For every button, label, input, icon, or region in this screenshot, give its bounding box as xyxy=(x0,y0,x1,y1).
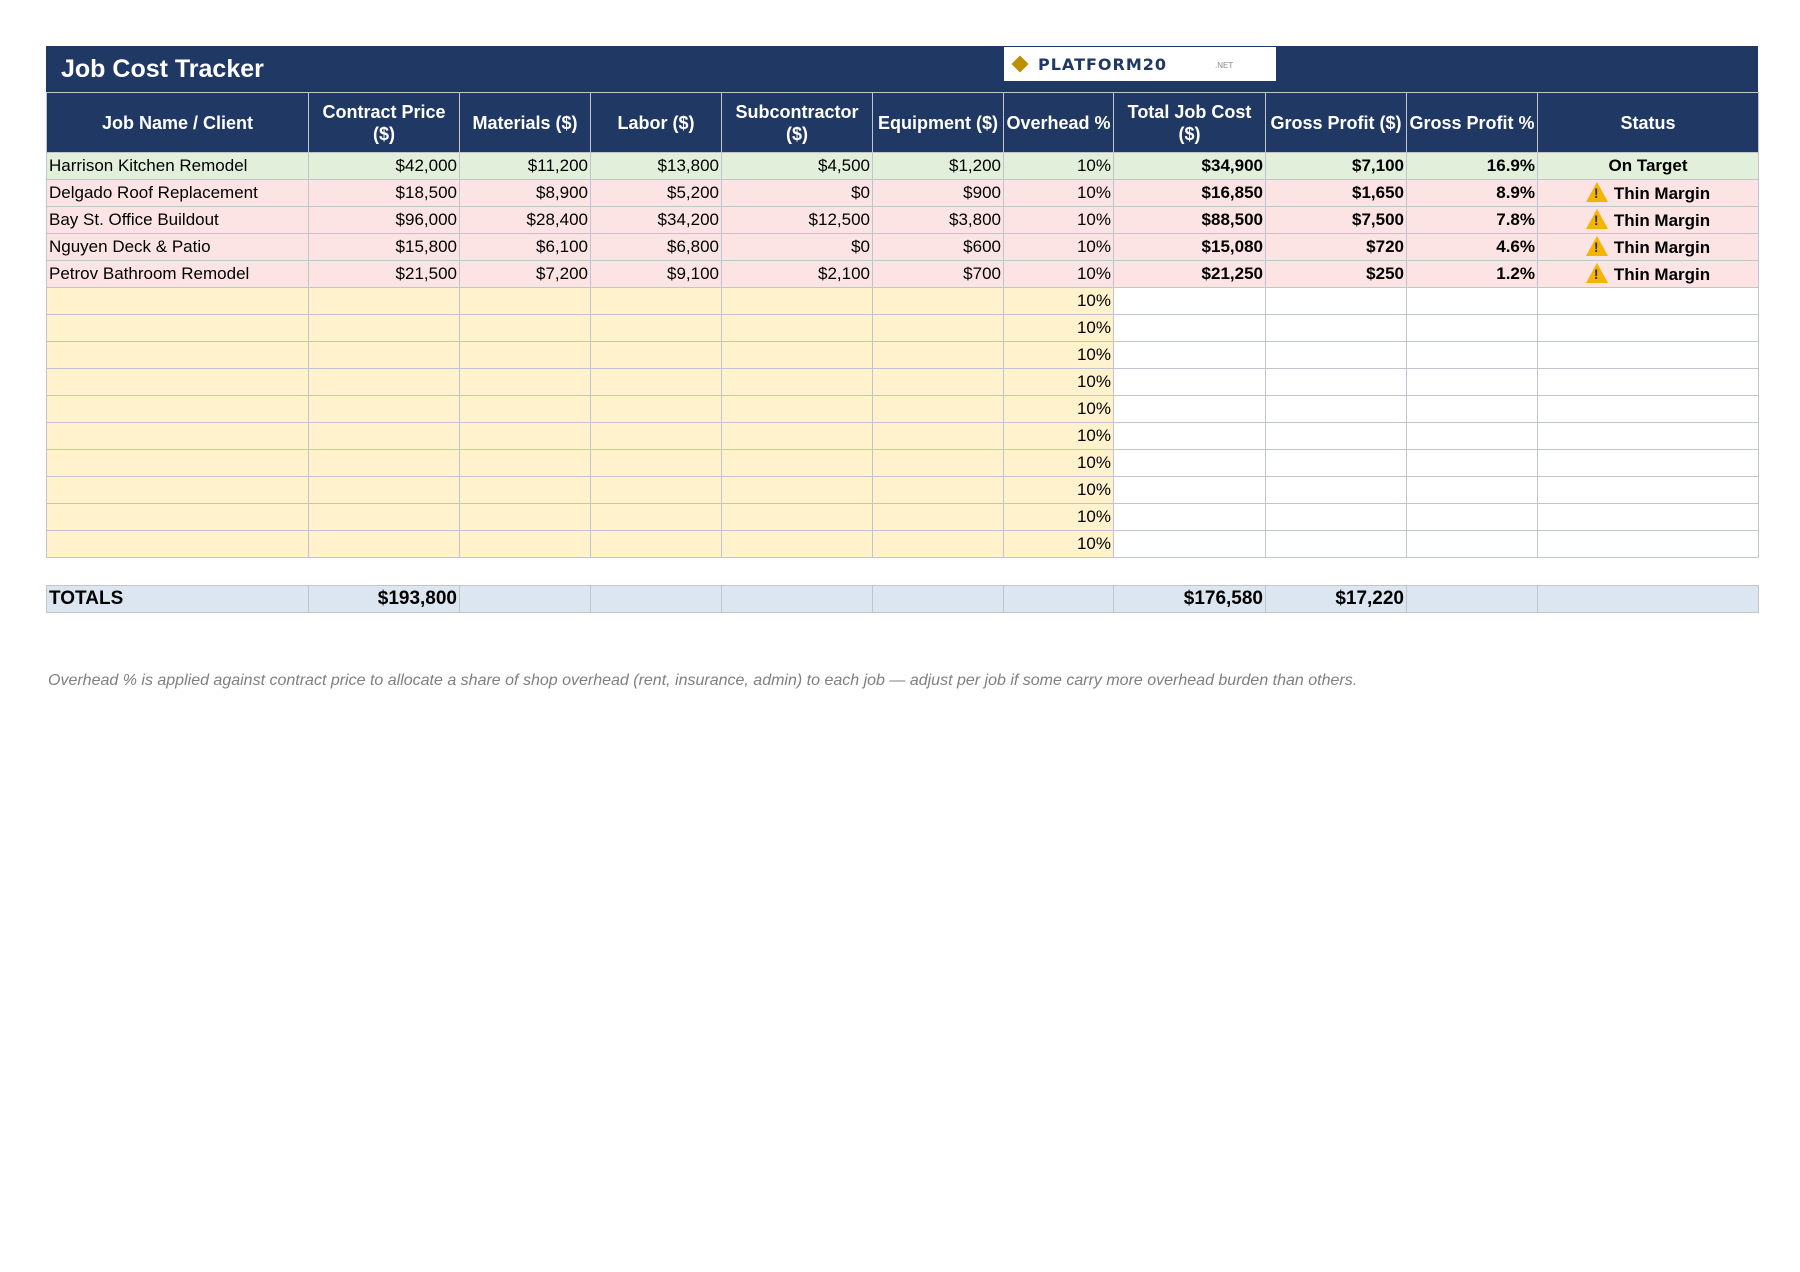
cell-overhead[interactable]: 10% xyxy=(1004,288,1114,315)
totals-row xyxy=(47,586,1759,613)
cell[interactable] xyxy=(460,450,591,477)
cell[interactable] xyxy=(1266,342,1407,369)
cell[interactable] xyxy=(873,315,1004,342)
totals-contract[interactable]: $193,800 xyxy=(309,586,460,613)
column-header[interactable]: Job Name / Client xyxy=(47,93,309,153)
title-bar xyxy=(46,46,1758,92)
cell-sub[interactable]: $12,500 xyxy=(722,207,873,234)
cell[interactable] xyxy=(722,423,873,450)
cell-materials[interactable]: $11,200 xyxy=(460,153,591,180)
column-header[interactable]: Materials ($) xyxy=(460,93,591,153)
table-row xyxy=(47,180,1759,207)
cell[interactable] xyxy=(47,477,309,504)
cell[interactable] xyxy=(1407,586,1538,613)
cell[interactable] xyxy=(591,504,722,531)
cell-labor[interactable]: $6,800 xyxy=(591,234,722,261)
cell[interactable] xyxy=(591,342,722,369)
cell-gp_pct[interactable]: 4.6% xyxy=(1407,234,1538,261)
cell-sub[interactable]: $0 xyxy=(722,180,873,207)
column-header[interactable]: Total Job Cost ($) xyxy=(1114,93,1266,153)
cell[interactable] xyxy=(591,423,722,450)
cell-materials[interactable]: $8,900 xyxy=(460,180,591,207)
cell[interactable] xyxy=(460,504,591,531)
cell[interactable] xyxy=(47,423,309,450)
warning-icon xyxy=(1586,236,1608,256)
cell-overhead[interactable]: 10% xyxy=(1004,180,1114,207)
cell-materials[interactable]: $6,100 xyxy=(460,234,591,261)
cell-overhead[interactable]: 10% xyxy=(1004,396,1114,423)
cell[interactable] xyxy=(1538,396,1759,423)
cell[interactable] xyxy=(47,288,309,315)
cell-gp_pct[interactable]: 7.8% xyxy=(1407,207,1538,234)
cell-materials[interactable]: $28,400 xyxy=(460,207,591,234)
cell[interactable] xyxy=(1114,423,1266,450)
cell-overhead[interactable]: 10% xyxy=(1004,342,1114,369)
cell[interactable] xyxy=(1538,288,1759,315)
cell[interactable] xyxy=(309,369,460,396)
cell[interactable] xyxy=(1266,315,1407,342)
cell[interactable] xyxy=(722,531,873,558)
header-row xyxy=(47,93,1759,153)
empty-row xyxy=(47,288,1759,315)
table-row xyxy=(47,153,1759,180)
cell[interactable] xyxy=(47,315,309,342)
cell[interactable] xyxy=(1114,342,1266,369)
cell-gp_pct[interactable]: 1.2% xyxy=(1407,261,1538,288)
cell[interactable] xyxy=(1538,423,1759,450)
cell[interactable] xyxy=(1407,396,1538,423)
cell[interactable] xyxy=(460,288,591,315)
cell[interactable] xyxy=(1114,288,1266,315)
cell[interactable] xyxy=(722,450,873,477)
logo-wordmark: PLATFORM20 xyxy=(1038,54,1168,74)
status-badge: Thin Margin xyxy=(1613,238,1711,257)
column-header[interactable]: Subcontractor ($) xyxy=(722,93,873,153)
cell[interactable] xyxy=(309,504,460,531)
cell[interactable] xyxy=(591,531,722,558)
empty-row xyxy=(47,504,1759,531)
warning-icon xyxy=(1586,182,1608,202)
cell[interactable] xyxy=(47,369,309,396)
cell-equipment[interactable]: $600 xyxy=(873,234,1004,261)
cell-name[interactable]: Petrov Bathroom Remodel xyxy=(47,261,309,288)
totals-label[interactable]: TOTALS xyxy=(47,586,309,613)
cell[interactable] xyxy=(873,423,1004,450)
cell[interactable] xyxy=(460,477,591,504)
cell[interactable] xyxy=(1114,504,1266,531)
cell[interactable] xyxy=(722,396,873,423)
cell[interactable] xyxy=(1114,531,1266,558)
cell[interactable] xyxy=(1407,288,1538,315)
cell-total[interactable]: $34,900 xyxy=(1114,153,1266,180)
cell-sub[interactable]: $2,100 xyxy=(722,261,873,288)
cell-overhead[interactable]: 10% xyxy=(1004,504,1114,531)
cell[interactable] xyxy=(873,288,1004,315)
table-row xyxy=(47,261,1759,288)
cell-name[interactable]: Delgado Roof Replacement xyxy=(47,180,309,207)
empty-row xyxy=(47,477,1759,504)
cell[interactable] xyxy=(47,396,309,423)
cell[interactable] xyxy=(1266,288,1407,315)
cell-gp_pct[interactable]: 16.9% xyxy=(1407,153,1538,180)
totals-gross-profit[interactable]: $17,220 xyxy=(1266,586,1407,613)
cell-overhead[interactable]: 10% xyxy=(1004,369,1114,396)
job-cost-table xyxy=(46,92,1759,558)
empty-row xyxy=(47,450,1759,477)
cell[interactable] xyxy=(1538,450,1759,477)
column-header[interactable]: Labor ($) xyxy=(591,93,722,153)
cell-equipment[interactable]: $1,200 xyxy=(873,153,1004,180)
cell[interactable] xyxy=(1114,396,1266,423)
cell-sub[interactable]: $4,500 xyxy=(722,153,873,180)
cell-total[interactable]: $16,850 xyxy=(1114,180,1266,207)
cell[interactable] xyxy=(1538,342,1759,369)
cell[interactable] xyxy=(47,531,309,558)
cell-labor[interactable]: $9,100 xyxy=(591,261,722,288)
empty-row xyxy=(47,396,1759,423)
cell[interactable] xyxy=(1266,477,1407,504)
cell[interactable] xyxy=(873,450,1004,477)
cell[interactable] xyxy=(591,315,722,342)
cell[interactable] xyxy=(873,531,1004,558)
cell[interactable] xyxy=(1407,423,1538,450)
cell-gp[interactable]: $7,100 xyxy=(1266,153,1407,180)
cell-overhead[interactable]: 10% xyxy=(1004,234,1114,261)
column-header[interactable]: Status xyxy=(1538,93,1759,153)
empty-row xyxy=(47,342,1759,369)
warning-icon xyxy=(1586,209,1608,229)
cell-status[interactable] xyxy=(1538,180,1759,207)
cell[interactable] xyxy=(1407,369,1538,396)
footnote: Overhead % is applied against contract price to allocate a share of shop overhead (rent, insurance, admin) to each job — adjust per job if some carry more overhead burden than others. xyxy=(48,672,1358,689)
column-header[interactable]: Contract Price ($) xyxy=(309,93,460,153)
cell-overhead[interactable]: 10% xyxy=(1004,450,1114,477)
cell-contract[interactable]: $15,800 xyxy=(309,234,460,261)
cell[interactable] xyxy=(47,504,309,531)
cell[interactable] xyxy=(1114,369,1266,396)
cell[interactable] xyxy=(1114,450,1266,477)
cell[interactable] xyxy=(1266,450,1407,477)
cell[interactable] xyxy=(460,369,591,396)
column-header[interactable]: Gross Profit ($) xyxy=(1266,93,1407,153)
diamond-logo-icon xyxy=(1012,56,1029,73)
cell[interactable] xyxy=(309,315,460,342)
cell-status[interactable] xyxy=(1538,261,1759,288)
cell-status[interactable] xyxy=(1538,207,1759,234)
column-header[interactable]: Equipment ($) xyxy=(873,93,1004,153)
totals-table xyxy=(46,585,1759,613)
cell-name[interactable]: Harrison Kitchen Remodel xyxy=(47,153,309,180)
cell[interactable] xyxy=(722,504,873,531)
cell[interactable] xyxy=(1266,396,1407,423)
cell[interactable] xyxy=(722,315,873,342)
cell[interactable] xyxy=(1538,504,1759,531)
cell[interactable] xyxy=(47,342,309,369)
logo xyxy=(1004,47,1276,81)
cell[interactable] xyxy=(873,477,1004,504)
cell[interactable] xyxy=(873,369,1004,396)
cell[interactable] xyxy=(873,342,1004,369)
cell[interactable] xyxy=(873,396,1004,423)
cell-overhead[interactable]: 10% xyxy=(1004,153,1114,180)
cell-status[interactable] xyxy=(1538,153,1759,180)
cell-contract[interactable]: $18,500 xyxy=(309,180,460,207)
cell[interactable] xyxy=(873,504,1004,531)
cell[interactable] xyxy=(1004,586,1114,613)
status-badge: Thin Margin xyxy=(1613,184,1711,203)
cell-gp[interactable]: $250 xyxy=(1266,261,1407,288)
cell[interactable] xyxy=(722,288,873,315)
cell[interactable] xyxy=(591,288,722,315)
spreadsheet xyxy=(46,46,1758,613)
cell-equipment[interactable]: $3,800 xyxy=(873,207,1004,234)
cell[interactable] xyxy=(1538,586,1759,613)
cell-contract[interactable]: $21,500 xyxy=(309,261,460,288)
cell[interactable] xyxy=(1266,369,1407,396)
cell[interactable] xyxy=(309,342,460,369)
cell-overhead[interactable]: 10% xyxy=(1004,207,1114,234)
cell[interactable] xyxy=(47,450,309,477)
cell[interactable] xyxy=(722,369,873,396)
status-badge: Thin Margin xyxy=(1613,211,1711,230)
cell[interactable] xyxy=(309,423,460,450)
cell-total[interactable]: $15,080 xyxy=(1114,234,1266,261)
cell[interactable] xyxy=(873,586,1004,613)
cell-overhead[interactable]: 10% xyxy=(1004,261,1114,288)
table-row xyxy=(47,234,1759,261)
cell-status[interactable] xyxy=(1538,234,1759,261)
cell[interactable] xyxy=(591,369,722,396)
cell[interactable] xyxy=(1407,531,1538,558)
cell[interactable] xyxy=(309,450,460,477)
cell[interactable] xyxy=(591,586,722,613)
cell[interactable] xyxy=(1407,477,1538,504)
cell-overhead[interactable]: 10% xyxy=(1004,477,1114,504)
cell-gp[interactable]: $720 xyxy=(1266,234,1407,261)
column-header[interactable]: Gross Profit % xyxy=(1407,93,1538,153)
cell-contract[interactable]: $96,000 xyxy=(309,207,460,234)
empty-row xyxy=(47,369,1759,396)
cell-labor[interactable]: $13,800 xyxy=(591,153,722,180)
cell[interactable] xyxy=(1538,477,1759,504)
cell-equipment[interactable]: $900 xyxy=(873,180,1004,207)
cell-gp_pct[interactable]: 8.9% xyxy=(1407,180,1538,207)
empty-row xyxy=(47,315,1759,342)
warning-icon xyxy=(1586,263,1608,283)
cell[interactable] xyxy=(309,531,460,558)
cell-gp[interactable]: $7,500 xyxy=(1266,207,1407,234)
cell-labor[interactable]: $34,200 xyxy=(591,207,722,234)
cell[interactable] xyxy=(1266,504,1407,531)
cell[interactable] xyxy=(460,531,591,558)
cell[interactable] xyxy=(309,396,460,423)
cell-total[interactable]: $88,500 xyxy=(1114,207,1266,234)
cell[interactable] xyxy=(1538,315,1759,342)
cell[interactable] xyxy=(460,342,591,369)
column-header[interactable]: Overhead % xyxy=(1004,93,1114,153)
cell[interactable] xyxy=(1538,531,1759,558)
cell[interactable] xyxy=(1266,423,1407,450)
cell[interactable] xyxy=(591,477,722,504)
cell[interactable] xyxy=(460,423,591,450)
cell[interactable] xyxy=(591,396,722,423)
cell-overhead[interactable]: 10% xyxy=(1004,315,1114,342)
cell-overhead[interactable]: 10% xyxy=(1004,531,1114,558)
table-row xyxy=(47,207,1759,234)
cell[interactable] xyxy=(1114,315,1266,342)
cell[interactable] xyxy=(1266,531,1407,558)
cell[interactable] xyxy=(1407,450,1538,477)
cell-labor[interactable]: $5,200 xyxy=(591,180,722,207)
cell[interactable] xyxy=(722,586,873,613)
cell-contract[interactable]: $42,000 xyxy=(309,153,460,180)
cell[interactable] xyxy=(309,288,460,315)
cell[interactable] xyxy=(1114,477,1266,504)
cell[interactable] xyxy=(1407,504,1538,531)
cell[interactable] xyxy=(591,450,722,477)
status-badge: Thin Margin xyxy=(1613,265,1711,284)
cell-equipment[interactable]: $700 xyxy=(873,261,1004,288)
empty-row xyxy=(47,423,1759,450)
cell[interactable] xyxy=(1407,342,1538,369)
cell[interactable] xyxy=(722,342,873,369)
page-title: Job Cost Tracker xyxy=(61,55,264,83)
cell-gp[interactable]: $1,650 xyxy=(1266,180,1407,207)
cell[interactable] xyxy=(1407,315,1538,342)
logo-suffix: .NET xyxy=(1215,60,1234,70)
cell[interactable] xyxy=(460,315,591,342)
totals-job-cost[interactable]: $176,580 xyxy=(1114,586,1266,613)
empty-row xyxy=(47,531,1759,558)
cell[interactable] xyxy=(1538,369,1759,396)
cell[interactable] xyxy=(309,477,460,504)
cell-materials[interactable]: $7,200 xyxy=(460,261,591,288)
cell-sub[interactable]: $0 xyxy=(722,234,873,261)
status-badge: On Target xyxy=(1608,156,1688,175)
cell-name[interactable]: Nguyen Deck & Patio xyxy=(47,234,309,261)
cell[interactable] xyxy=(460,396,591,423)
cell-total[interactable]: $21,250 xyxy=(1114,261,1266,288)
cell-overhead[interactable]: 10% xyxy=(1004,423,1114,450)
cell-name[interactable]: Bay St. Office Buildout xyxy=(47,207,309,234)
cell[interactable] xyxy=(460,586,591,613)
cell[interactable] xyxy=(722,477,873,504)
